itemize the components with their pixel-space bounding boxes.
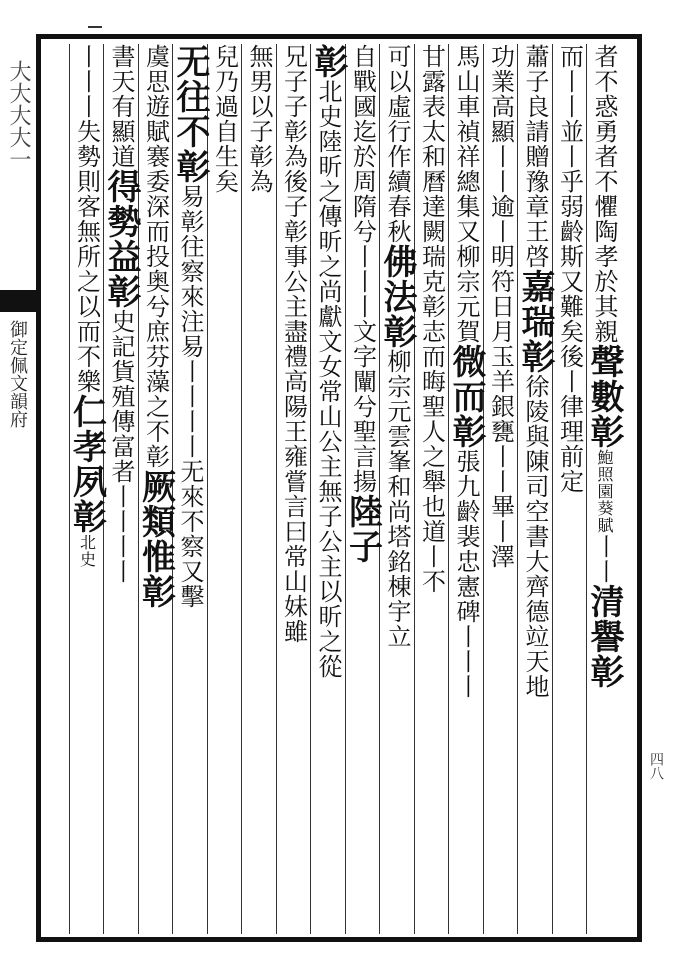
column-divider xyxy=(586,44,587,934)
margin-black-block xyxy=(0,290,36,312)
source-note: 北史 xyxy=(77,534,97,568)
column-text: 兒乃過自生矣 xyxy=(210,44,239,194)
column-text: 而丨丨並丨乎弱齡斯又難矣 xyxy=(555,44,584,344)
top-mark xyxy=(88,26,102,28)
entry-headword: 微而彰 xyxy=(446,344,486,449)
column-text: 易彰往察來注易丨丨丨丨 xyxy=(176,184,204,459)
column-text: 柳宗元雲峯和尚塔銘棟宇立 xyxy=(383,349,411,649)
column-text: 自戰國迄於周隋 xyxy=(348,44,377,219)
column-divider xyxy=(276,44,277,934)
column-text: 後丨律理前定 xyxy=(555,344,584,494)
column-text: 丨丨丨 xyxy=(72,44,101,119)
column-text: 書天有顯道 xyxy=(107,44,135,169)
column-divider xyxy=(414,44,415,934)
entry-headword: 厥類惟彰 xyxy=(135,469,176,609)
entry-headword: 聲數彰 xyxy=(584,344,624,449)
column-divider xyxy=(483,44,484,934)
entry-headword: 得勢益彰 xyxy=(101,169,141,309)
column-text: 可以虛行作續春秋 xyxy=(383,44,411,244)
text-column-9 xyxy=(308,44,348,679)
text-column-6 xyxy=(417,44,447,594)
text-column-14 xyxy=(135,44,176,609)
entry-headword: 佛法彰 xyxy=(377,244,417,349)
column-divider xyxy=(345,44,346,934)
column-divider xyxy=(310,44,311,934)
text-column-11 xyxy=(244,44,274,194)
column-divider xyxy=(379,44,380,934)
text-column-2 xyxy=(555,44,585,494)
column-divider xyxy=(552,44,553,934)
entry-headword: 仁孝夙彰 xyxy=(66,394,107,534)
text-column-15 xyxy=(101,44,141,584)
column-text: 蕭子良請贈豫章王啓 xyxy=(521,44,549,269)
text-column-13 xyxy=(170,44,210,609)
column-text: 馬山車禎祥總集又柳宗元賀 xyxy=(452,44,480,344)
column-text: 虞思遊賦褰委深而投奥兮庶芬藻之不彰 xyxy=(141,44,170,469)
column-text: 者不惑勇者不懼陶孝於其親 xyxy=(590,44,618,344)
text-column-16 xyxy=(66,44,107,568)
column-text: 丨丨 xyxy=(590,534,618,584)
column-divider xyxy=(448,44,449,934)
entry-headword: 无往不彰 xyxy=(170,44,210,184)
page-number: 四八 xyxy=(648,752,664,780)
text-column-12 xyxy=(210,44,240,194)
entry-headword: 陸子 xyxy=(342,494,383,564)
entry-headword: 清譽彰 xyxy=(584,584,624,689)
text-column-5 xyxy=(446,44,486,699)
column-text: 張九齡裴忠憲碑丨丨丨 xyxy=(452,449,480,699)
text-column-8 xyxy=(342,44,383,564)
column-divider xyxy=(69,44,70,934)
column-text: 失勢則客無所之以而不樂 xyxy=(72,119,101,394)
text-column-10 xyxy=(279,44,309,644)
text-column-7 xyxy=(377,44,417,649)
column-text: 明符日月玉羊銀甕丨丨畢丨澤 xyxy=(486,244,515,569)
text-column-3 xyxy=(515,44,555,699)
column-text: 兄子子彰為後子彰事公主盡禮高陽王雍嘗言曰常山妹雖 xyxy=(279,44,308,644)
column-text: 甘露表太和曆達闕瑞克彰 xyxy=(417,44,446,319)
column-text: 功業高顯丨丨逾丨 xyxy=(486,44,515,244)
text-column-4 xyxy=(486,44,516,569)
column-text: 北史陸昕之傳昕之尚獻文女常山公主無子公主以昕之從 xyxy=(314,79,342,679)
entry-headword: 彰 xyxy=(308,44,348,79)
column-text: 志而晦聖人之舉也道丨不 xyxy=(417,319,446,594)
column-text: 徐陵與陳司空書大齊德竝天地 xyxy=(521,374,549,699)
margin-top-chars: 大大大大一 xyxy=(6,60,31,170)
column-divider xyxy=(241,44,242,934)
column-text: 無男以子彰為 xyxy=(245,44,273,194)
column-text: 史記貨殖傳富者丨丨丨丨 xyxy=(107,309,135,584)
entry-headword: 嘉瑞彰 xyxy=(515,269,555,374)
text-column-1 xyxy=(584,44,624,689)
column-divider xyxy=(517,44,518,934)
column-text: 兮丨丨丨文字闡兮聖言揚 xyxy=(348,219,377,494)
source-note: 鮑照園葵賦 xyxy=(595,449,614,534)
column-text: 无來不察又擊 xyxy=(176,459,204,609)
margin-book-title: 御定佩文韻府 xyxy=(7,320,28,428)
left-margin xyxy=(0,0,36,976)
